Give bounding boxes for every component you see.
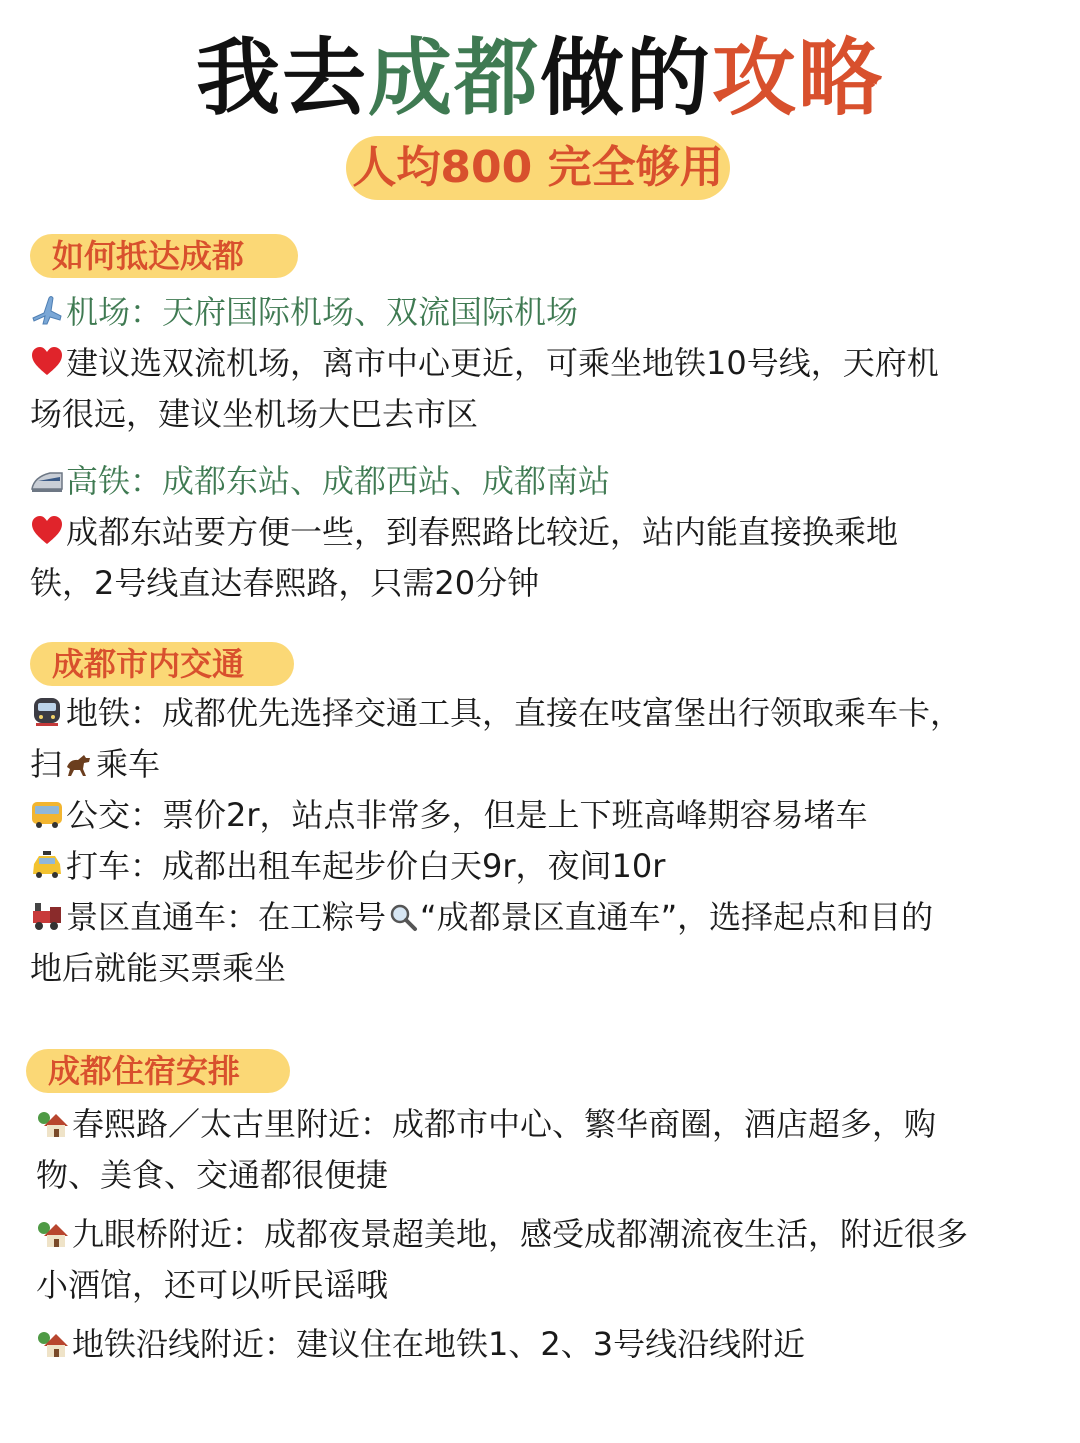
scenic-text-1a: 景区直通车：在工粽号 [66, 898, 387, 936]
house-icon [36, 1104, 70, 1138]
metro-line-2 [30, 739, 160, 790]
train-icon [30, 461, 64, 495]
airport-line [30, 287, 578, 338]
taxi-icon [30, 846, 64, 880]
chunxi-line-1 [36, 1099, 936, 1150]
title-part-1: 我去 [195, 29, 368, 127]
page-title [0, 28, 1080, 128]
metro-text-1: 地铁：成都优先选择交通工具，直接在吱富堡出行领取乘车卡， [66, 694, 963, 732]
airport-tip-line-2: 场很远，建议坐机场大巴去市区 [30, 395, 479, 433]
section-heading-transport: 成都市内交通 [30, 642, 294, 686]
house-icon [36, 1214, 70, 1248]
heart-icon [30, 512, 64, 546]
scenic-line-1 [30, 892, 933, 943]
rail-tip-line-1 [30, 507, 898, 558]
heart-icon [30, 343, 64, 377]
locomotive-icon [30, 897, 64, 931]
bus-line [30, 790, 868, 841]
airport-text: 机场：天府国际机场、双流国际机场 [66, 293, 579, 331]
rail-tip-text-1: 成都东站要方便一些，到春熙路比较近，站内能直接换乘地 [66, 513, 899, 551]
taxi-line [30, 841, 665, 892]
horse-icon [64, 743, 94, 773]
magnifier-icon [388, 896, 418, 926]
title-part-2: 成都 [367, 29, 540, 127]
metro-text-2a: 扫 [30, 745, 63, 783]
metro-area-line [36, 1319, 805, 1370]
metro-area-text: 地铁沿线附近：建议住在地铁1、2、3号线沿线附近 [72, 1325, 806, 1363]
jiuyan-text-1: 九眼桥附近：成都夜景超美地，感受成都潮流夜生活，附近很多 [72, 1215, 969, 1253]
section-heading-arrival: 如何抵达成都 [30, 234, 298, 278]
subtitle-badge: 人均800 完全够用 [346, 136, 730, 200]
rail-text: 高铁：成都东站、成都西站、成都南站 [66, 462, 611, 500]
rail-line [30, 456, 610, 507]
chunxi-text-1: 春熙路／太古里附近：成都市中心、繁华商圈，酒店超多，购 [72, 1105, 937, 1143]
jiuyan-line-1 [36, 1209, 968, 1260]
metro-icon [30, 693, 64, 727]
jiuyan-line-2: 小酒馆，还可以听民谣哦 [36, 1266, 389, 1304]
house-icon [36, 1324, 70, 1358]
scenic-line-2: 地后就能买票乘坐 [30, 949, 287, 987]
bus-icon [30, 795, 64, 829]
airplane-icon [30, 292, 64, 326]
section-heading-lodging: 成都住宿安排 [26, 1049, 290, 1093]
metro-text-2b: 乘车 [96, 745, 161, 783]
title-part-4: 攻略 [712, 29, 885, 127]
airport-tip-text-1: 建议选双流机场，离市中心更近，可乘坐地铁10号线，天府机 [66, 344, 939, 382]
metro-line-1 [30, 688, 962, 739]
rail-tip-line-2: 铁，2号线直达春熙路，只需20分钟 [30, 564, 540, 602]
taxi-text: 打车：成都出租车起步价白天9r，夜间10r [66, 847, 666, 885]
title-part-3: 做的 [540, 29, 713, 127]
chunxi-line-2: 物、美食、交通都很便捷 [36, 1156, 389, 1194]
bus-text: 公交：票价2r，站点非常多，但是上下班高峰期容易堵车 [66, 796, 868, 834]
scenic-text-1b: “成都景区直通车”，选择起点和目的 [420, 898, 934, 936]
airport-tip-line-1 [30, 338, 939, 389]
